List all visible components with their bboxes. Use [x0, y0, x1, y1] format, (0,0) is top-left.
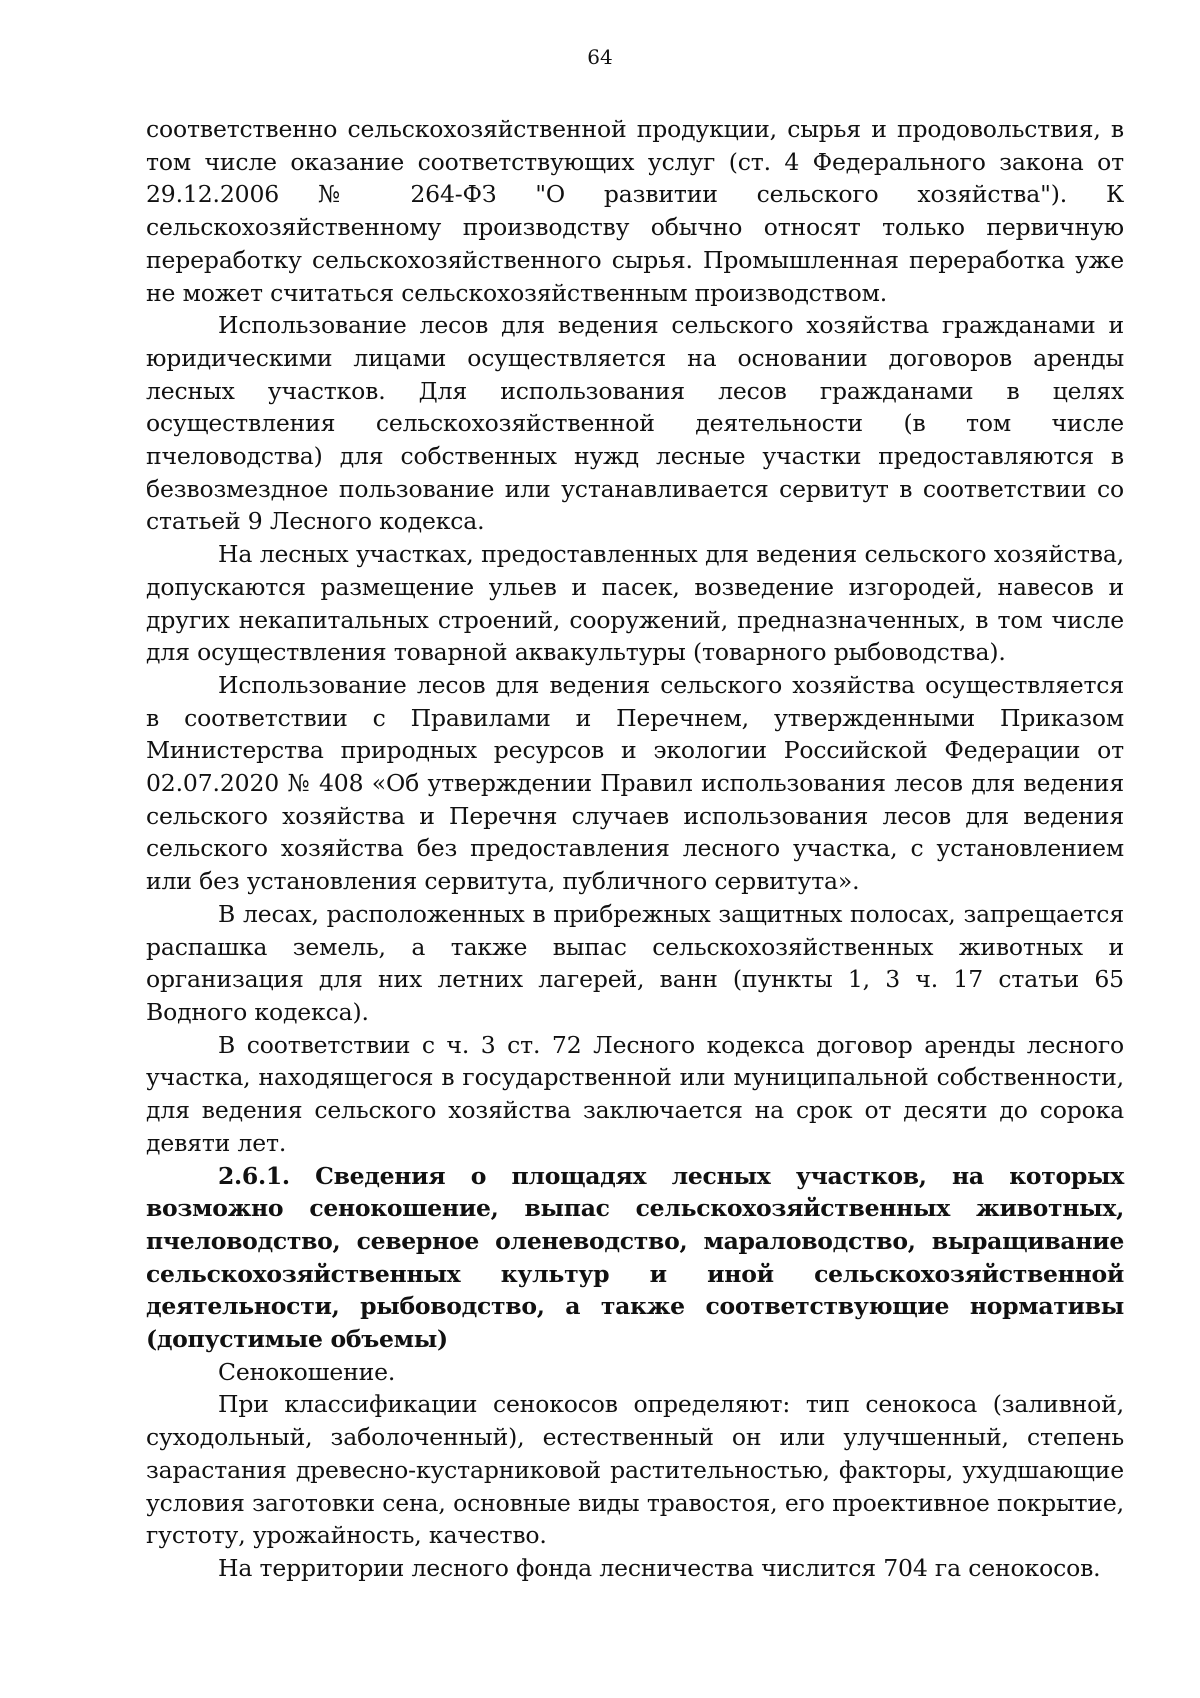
paragraph-hives-and-fences: На лесных участках, предоставленных для ведения сельского хозяйства, допускаются размещение ульев и пасек, возведение изгородей, навесов и других некапитальных строений, сооружений, предназначенных, в том числе для осуществления товарной аквакультуры (товарного рыбоводства).	[146, 540, 1124, 667]
paragraph-continued: соответственно сельскохозяйственной продукции, сырья и продовольствия, в том числе оказание соответствующих услуг (ст. 4 Федерального закона от 29.12.2006 № 264-ФЗ "О развитии сельского хозяйства"). К сельскохозяйственному производству обычно относят только первичную переработку сельскохозяйственного сырья. Промышленная переработка уже не может считаться сельскохозяйственным производством.	[146, 115, 1124, 307]
paragraph-hayfield-classification: При классификации сенокосов определяют: тип сенокоса (заливной, суходольный, заболоченный), естественный он или улучшенный, степень зарастания древесно-кустарниковой растительностью, факторы, ухудшающие условия заготовки сена, основные виды травостоя, его проективное покрытие, густоту, урожайность, качество.	[146, 1390, 1124, 1550]
paragraph-forest-use-agreements: Использование лесов для ведения сельского хозяйства гражданами и юридическими лицами осуществляется на основании договоров аренды лесных участков. Для использования лесов гражданами в целях осуществления сельскохозяйственной деятельности (в том числе пчеловодства) для собственных нужд лесные участки предоставляются в безвозмездное пользование или устанавливается сервитут в соответствии со статьей 9 Лесного кодекса.	[146, 311, 1124, 536]
paragraph-hayfield-area: На территории лесного фонда лесничества числится 704 га сенокосов.	[218, 1553, 1101, 1582]
page-number: 64	[587, 45, 613, 69]
subsection-title: Сенокошение.	[218, 1357, 396, 1386]
paragraph-coastal-protection: В лесах, расположенных в прибрежных защитных полосах, запрещается распашка земель, а также выпас сельскохозяйственных животных и организация для них летних лагерей, ванн (пункты 1, 3 ч. 17 статьи 65 Водного кодекса).	[146, 899, 1124, 1026]
section-heading: 2.6.1. Сведения о площадях лесных участков, на которых возможно сенокошение, выпас сельскохозяйственных животных, пчеловодство, северное оленеводство, мараловодство, выращивание сельскохозяйственных культур и иной сельскохозяйственной деятельности, рыбоводство, а также соответствующие нормативы (допустимые объемы)	[146, 1161, 1124, 1354]
paragraph-rules-order-408: Использование лесов для ведения сельского хозяйства осуществляется в соответствии с Правилами и Перечнем, утвержденными Приказом Министерства природных ресурсов и экологии Российской Федерации от 02.07.2020 № 408 «Об утверждении Правил использования лесов для ведения сельского хозяйства и Перечня случаев использования лесов для ведения сельского хозяйства без предоставления лесного участка, с установлением или без установления сервитута, публичного сервитута».	[146, 670, 1124, 896]
document-body	[146, 113, 1124, 1585]
paragraph-lease-term: В соответствии с ч. 3 ст. 72 Лесного кодекса договор аренды лесного участка, находящегося в государственной или муниципальной собственности, для ведения сельского хозяйства заключается на срок от десяти до сорока девяти лет.	[146, 1030, 1124, 1157]
